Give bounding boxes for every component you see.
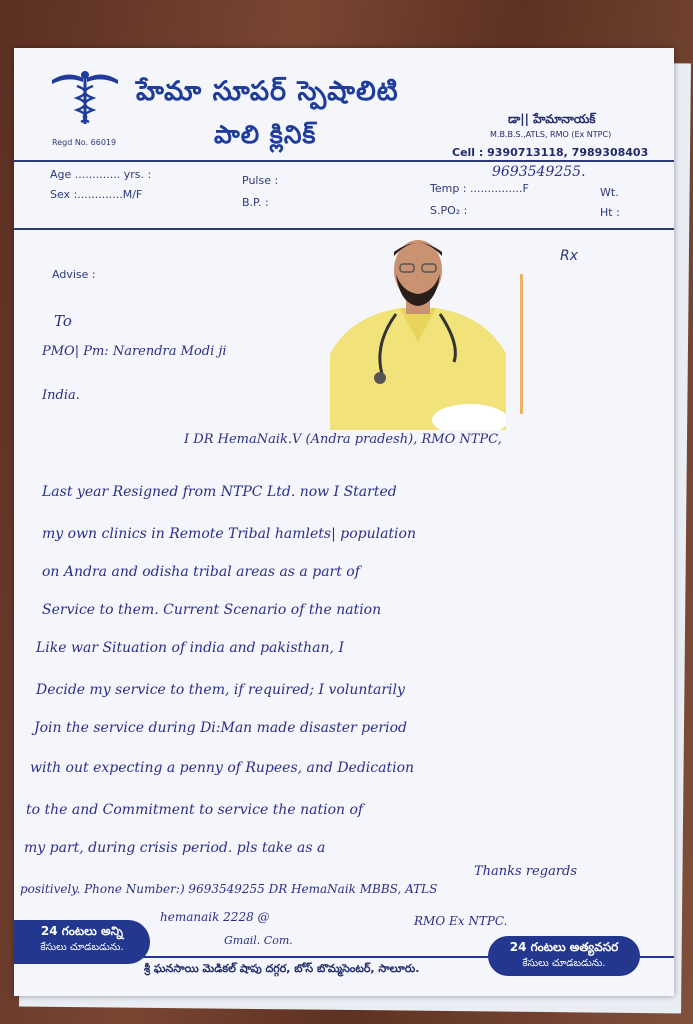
advise-label: Advise : xyxy=(52,268,96,281)
age-field: Age ............. yrs. : xyxy=(50,168,152,181)
letter-email-domain: Gmail. Com. xyxy=(224,934,293,947)
doctor-cell-numbers: Cell : 9390713118, 7989308403 xyxy=(452,146,649,159)
letter-thanks-regards: Thanks regards xyxy=(474,864,578,879)
letter-line-2: PMO| Pm: Narendra Modi ji xyxy=(42,344,227,359)
rx-symbol: Rx xyxy=(560,248,579,264)
footer-badge-left-line2: కేసులు చూడబడును. xyxy=(40,942,124,953)
height-field: Ht : xyxy=(600,206,620,219)
prescription-letter-sheet xyxy=(14,48,674,996)
orange-highlight-mark xyxy=(520,274,523,414)
letter-line-14: my part, during crisis period. pls take as a xyxy=(24,840,326,856)
letter-line-6: my own clinics in Remote Tribal hamlets| population xyxy=(42,526,416,542)
pulse-field: Pulse : xyxy=(242,174,279,187)
footer-badge-right-line2: కేసులు చూడబడును. xyxy=(522,958,606,969)
handwritten-phone-top: 9693549255. xyxy=(492,164,586,180)
footer-badge-right xyxy=(488,936,640,976)
bp-field: B.P. : xyxy=(242,196,269,209)
registration-number: Regd No. 66019 xyxy=(52,138,117,147)
temp-field: Temp : ...............F xyxy=(430,182,529,195)
letter-line-9: Like war Situation of india and pakisthan, I xyxy=(36,640,344,656)
clinic-name-line1: హేమా సూపర్ స్పెషాలిటి xyxy=(136,76,399,107)
header-divider xyxy=(14,160,674,162)
footer-badge-right-line1: 24 గంటలు అత్యవసర xyxy=(509,940,619,954)
letter-line-3: India. xyxy=(42,388,80,403)
spo2-field: S.PO₂ : xyxy=(430,204,468,217)
letter-line-8: Service to them. Current Scenario of the nation xyxy=(42,602,382,618)
caduceus-logo-icon xyxy=(50,66,120,126)
letter-line-13: to the and Commitment to service the nation of xyxy=(26,802,364,818)
letter-line-12: with out expecting a penny of Rupees, and Dedication xyxy=(30,760,415,776)
footer-badge-left-line1: 24 గంటలు అన్ని xyxy=(40,924,124,938)
doctor-photo xyxy=(330,234,506,430)
letter-line-1: To xyxy=(54,312,72,330)
doctor-degrees: M.B.B.S.,ATLS, RMO (Ex NTPC) xyxy=(490,130,612,139)
letter-line-4: I DR HemaNaik.V (Andra pradesh), RMO NTPC, xyxy=(184,432,502,447)
clinic-address: శ్రీ ఘనసాయి మెడికల్ షాపు దగ్గర, బోస్ బొమ్మసెంటర్, సాలూరు. xyxy=(144,962,420,975)
letter-email-user: hemanaik 2228 @ xyxy=(160,910,270,924)
vitals-divider xyxy=(14,228,674,230)
sex-field: Sex :.............M/F xyxy=(50,188,143,201)
letter-line-10: Decide my service to them, if required; I voluntarily xyxy=(36,682,405,698)
footer-badge-left xyxy=(14,920,150,964)
letter-line-11: Join the service during Di:Man made disaster period xyxy=(34,720,407,736)
clinic-name-line2: పాలి క్లినిక్ xyxy=(214,120,317,149)
weight-field: Wt. xyxy=(600,186,619,199)
letter-line-5: Last year Resigned from NTPC Ltd. now I Started xyxy=(42,484,397,500)
doctor-name: డా|| హేమానాయక్ xyxy=(508,112,596,126)
letter-phone-signature: positively. Phone Number:) 9693549255 DR HemaNaik MBBS, ATLS xyxy=(20,882,438,896)
letter-line-7: on Andra and odisha tribal areas as a part of xyxy=(42,564,360,580)
letter-rmo-ex-ntpc: RMO Ex NTPC. xyxy=(414,914,508,928)
